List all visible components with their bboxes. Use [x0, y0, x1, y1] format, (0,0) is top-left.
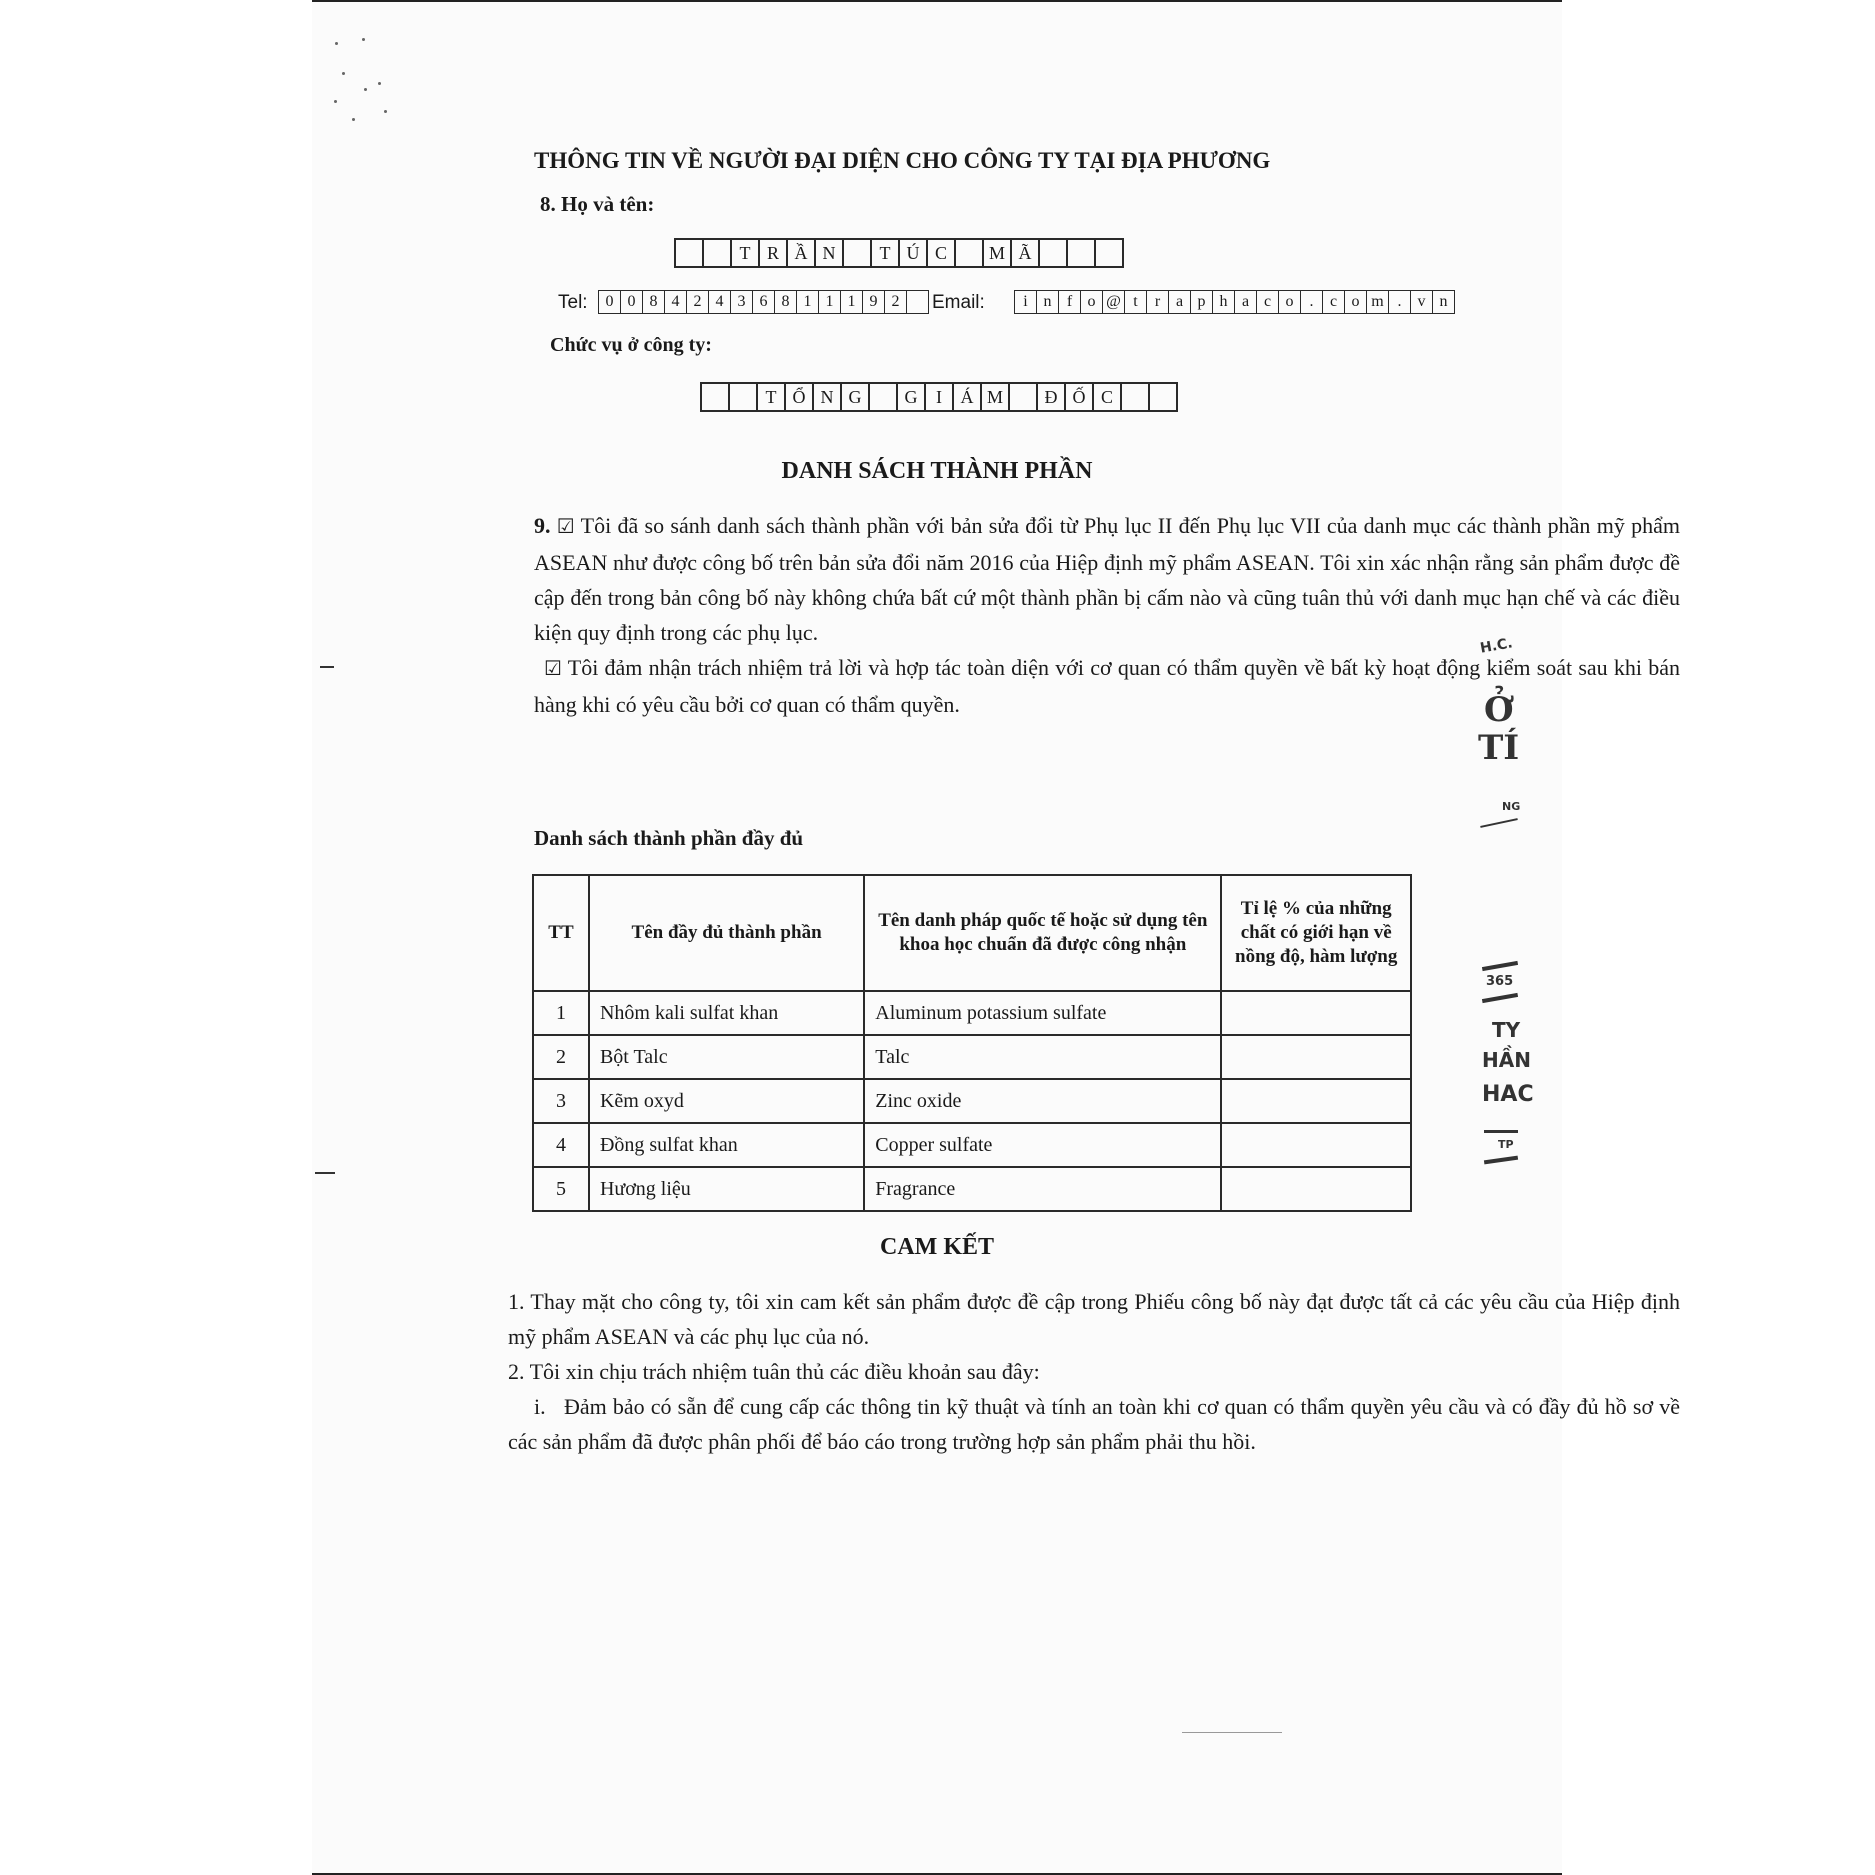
email-cell: f	[1059, 291, 1081, 313]
row-name: Đồng sulfat khan	[589, 1123, 864, 1167]
header-full-name: Tên đầy đủ thành phần	[589, 875, 864, 991]
name-cell: T	[732, 240, 760, 266]
row-ratio	[1221, 1123, 1411, 1167]
declaration-1	[534, 508, 1680, 650]
tel-cell: 8	[643, 291, 665, 313]
scan-speck	[334, 100, 337, 103]
name-cell: C	[928, 240, 956, 266]
email-cell: @	[1103, 291, 1125, 313]
item-2-i-marker: i.	[534, 1394, 546, 1419]
tel-cell: 6	[753, 291, 775, 313]
tel-cell: 1	[841, 291, 863, 313]
position-cell: N	[814, 384, 842, 410]
email-cell: p	[1191, 291, 1213, 313]
position-cell: Ổ	[786, 384, 814, 410]
email-cell: v	[1411, 291, 1433, 313]
name-cell: Ầ	[788, 240, 816, 266]
position-cell	[730, 384, 758, 410]
row-inci: Fragrance	[864, 1167, 1221, 1211]
email-cell: c	[1323, 291, 1345, 313]
position-cell: I	[926, 384, 954, 410]
tel-cell: 1	[797, 291, 819, 313]
item-number: 9.	[534, 513, 551, 538]
name-cell	[844, 240, 872, 266]
position-cell	[870, 384, 898, 410]
name-cell: M	[984, 240, 1012, 266]
scan-mark	[1182, 1732, 1282, 1733]
position-cell	[1010, 384, 1038, 410]
row-number: 4	[533, 1123, 589, 1167]
table-row	[533, 1123, 1411, 1167]
email-cell: .	[1389, 291, 1411, 313]
position-cell: G	[842, 384, 870, 410]
scan-speck	[362, 38, 365, 41]
tel-cell: 2	[687, 291, 709, 313]
tel-label: Tel:	[558, 292, 588, 313]
table-row	[533, 1035, 1411, 1079]
scan-speck	[384, 110, 387, 113]
email-cell: o	[1345, 291, 1367, 313]
commitment-item-2: 2. Tôi xin chịu trách nhiệm tuân thủ các điều khoản sau đây:	[508, 1359, 1040, 1384]
table-row	[533, 1167, 1411, 1211]
position-cell: T	[758, 384, 786, 410]
position-cell	[1122, 384, 1150, 410]
name-cell: Ú	[900, 240, 928, 266]
row-name: Hương liệu	[589, 1167, 864, 1211]
name-cell: R	[760, 240, 788, 266]
scan-speck	[352, 118, 355, 121]
email-cell: r	[1147, 291, 1169, 313]
email-cell: n	[1037, 291, 1059, 313]
name-cell: N	[816, 240, 844, 266]
full-list-title: Danh sách thành phần đầy đủ	[534, 826, 804, 850]
tel-field	[598, 290, 929, 314]
email-cell: m	[1367, 291, 1389, 313]
tel-cell: 8	[775, 291, 797, 313]
position-cell: M	[982, 384, 1010, 410]
position-cell: Đ	[1038, 384, 1066, 410]
position-field	[700, 382, 1178, 412]
row-ratio	[1221, 991, 1411, 1035]
scan-speck	[342, 72, 345, 75]
email-cell: a	[1169, 291, 1191, 313]
position-cell: G	[898, 384, 926, 410]
email-cell: t	[1125, 291, 1147, 313]
name-cell	[704, 240, 732, 266]
email-cell: a	[1235, 291, 1257, 313]
row-ratio	[1221, 1167, 1411, 1211]
position-cell: Ố	[1066, 384, 1094, 410]
row-ratio	[1221, 1079, 1411, 1123]
row-inci: Copper sulfate	[864, 1123, 1221, 1167]
email-cell: o	[1081, 291, 1103, 313]
document-page: THÔNG TIN VỀ NGƯỜI ĐẠI DIỆN CHO CÔNG TY TẠI ĐỊA PHƯƠNG 8. Họ và tên: T R Ầ N T Ú C M Ã Tel: 0 0 8 4 2 4 3 6 8 1 1 1 9 2 Email: i n f o @ t r a p h a c o . c o m . v n Chức vụ ở công ty: T Ổ N G G I Á M Đ Ố C DANH SÁCH THÀNH PHẦN 9. ☑ Tôi đã so sánh danh sách thành phần với bản sửa đổi từ Phụ lục II đến Phụ lục VII của danh mục các thành phần mỹ phẩm ASEAN như được công bố trên bản sửa đổi năm 2016 của Hiệp định mỹ phẩm ASEAN. Tôi xin xác nhận rằng sản phẩm được đề cập đến trong bản công bố này không chứa bất cứ một thành phần bị cấm nào và cũng tuân thủ với danh mục hạn chế và các điều kiện quy định trong các phụ lục. ☑ Tôi đảm nhận trách nhiệm trả lời và hợp tác toàn diện với cơ quan có thẩm quyền về bất kỳ hoạt động kiểm soát sau khi bán hàng khi có yêu cầu bởi cơ quan có thẩm quyền. Danh sách thành phần đầy đủ TT Tên đầy đủ thành phần Tên danh pháp quốc tế hoặc sử dụng tên khoa học chuẩn đã được công nhận Tỉ lệ % của những chất có giới hạn về nồng độ, hàm lượng 1 Nhôm kali sulfat khan Aluminum potassium sulfate 2 Bột Talc Talc 3 Kẽm oxyd Zinc oxide 4 Đồng sulfat khan Copper sulfate 5 Hương liệu Fragrance CAM KẾT 1. Thay mặt cho công ty, tôi xin cam kết sản phẩm được đề cập trong Phiếu công bố này đạt được tất cả các yêu cầu của Hiệp định mỹ phẩm ASEAN và các phụ lục của nó. 2. Tôi xin chịu trách nhiệm tuân thủ các điều khoản sau đây: i. Đảm bảo có sẵn để cung cấp các thông tin kỹ thuật và tính an toàn khi cơ quan có thẩm quyền yêu cầu và có đầy đủ hồ sơ về các sản phẩm đã được phân phối để báo cáo trong trường hợp sản phẩm phải thu hồi. H.C. Ở TÍ NG 365 TY HẦN HAC TP	[312, 0, 1562, 1875]
row-inci: Talc	[864, 1035, 1221, 1079]
table-header-row	[533, 875, 1411, 991]
scan-mark	[315, 1172, 335, 1174]
table-row	[533, 1079, 1411, 1123]
checkbox-checked-icon: ☑	[556, 516, 575, 538]
name-cell: Ã	[1012, 240, 1040, 266]
email-cell: n	[1433, 291, 1455, 313]
row-inci: Zinc oxide	[864, 1079, 1221, 1123]
commitment-item-2-i	[508, 1389, 1680, 1459]
email-cell: .	[1301, 291, 1323, 313]
tel-cell	[907, 291, 929, 313]
header-tt: TT	[533, 875, 589, 991]
row-ratio	[1221, 1035, 1411, 1079]
scan-speck	[378, 82, 381, 85]
tel-cell: 4	[665, 291, 687, 313]
commitment-title: CAM KẾT	[880, 1234, 994, 1260]
name-cell	[676, 240, 704, 266]
tel-cell: 4	[709, 291, 731, 313]
tel-cell: 0	[621, 291, 643, 313]
row-number: 1	[533, 991, 589, 1035]
email-label: Email:	[932, 292, 985, 313]
ingredients-table	[532, 874, 1412, 1212]
table-row	[533, 991, 1411, 1035]
commitment-block	[508, 1284, 1680, 1459]
header-ratio: Tỉ lệ % của những chất có giới hạn về nồng độ, hàm lượng	[1221, 875, 1411, 991]
tel-cell: 3	[731, 291, 753, 313]
position-cell: Á	[954, 384, 982, 410]
email-cell: c	[1257, 291, 1279, 313]
ingredients-title: DANH SÁCH THÀNH PHẦN	[781, 458, 1093, 484]
declaration-2-text: Tôi đảm nhận trách nhiệm trả lời và hợp tác toàn diện với cơ quan có thẩm quyền về bất kỳ hoạt động kiểm soát sau khi bán hàng khi có yêu cầu bởi cơ quan có thẩm quyền.	[534, 655, 1680, 717]
commitment-item-1: 1. Thay mặt cho công ty, tôi xin cam kết sản phẩm được đề cập trong Phiếu công bố này đạt được tất cả các yêu cầu của Hiệp định mỹ phẩm ASEAN và các phụ lục của nó.	[508, 1289, 1680, 1349]
email-cell: o	[1279, 291, 1301, 313]
tel-cell: 2	[885, 291, 907, 313]
scan-speck	[364, 88, 367, 91]
row-name: Bột Talc	[589, 1035, 864, 1079]
scan-speck	[335, 42, 338, 45]
row-number: 3	[533, 1079, 589, 1123]
scan-mark	[320, 666, 334, 668]
tel-cell: 1	[819, 291, 841, 313]
tel-cell: 9	[863, 291, 885, 313]
email-field	[1014, 290, 1455, 314]
name-cell	[1096, 240, 1124, 266]
name-cell	[1068, 240, 1096, 266]
name-cell	[1040, 240, 1068, 266]
declaration-1-text: Tôi đã so sánh danh sách thành phần với bản sửa đổi từ Phụ lục II đến Phụ lục VII của danh mục các thành phần mỹ phẩm ASEAN như được công bố trên bản sửa đổi năm 2016 của Hiệp định mỹ phẩm ASEAN. Tôi xin xác nhận rằng sản phẩm được đề cập đến trong bản công bố này không chứa bất cứ một thành phần bị cấm nào và cũng tuân thủ với danh mục hạn chế và các điều kiện quy định trong các phụ lục.	[534, 513, 1680, 645]
position-label: Chức vụ ở công ty:	[550, 334, 712, 356]
row-name: Kẽm oxyd	[589, 1079, 864, 1123]
position-cell	[702, 384, 730, 410]
checkbox-checked-icon: ☑	[544, 658, 562, 680]
name-cell	[956, 240, 984, 266]
email-cell: h	[1213, 291, 1235, 313]
row-inci: Aluminum potassium sulfate	[864, 991, 1221, 1035]
name-field	[674, 238, 1124, 268]
position-cell	[1150, 384, 1178, 410]
name-cell: T	[872, 240, 900, 266]
email-cell: i	[1015, 291, 1037, 313]
row-name: Nhôm kali sulfat khan	[589, 991, 864, 1035]
row-number: 2	[533, 1035, 589, 1079]
item-2-i-text: Đảm bảo có sẵn để cung cấp các thông tin kỹ thuật và tính an toàn khi cơ quan có thẩm quyền yêu cầu và có đầy đủ hồ sơ về các sản phẩm đã được phân phối để báo cáo trong trường hợp sản phẩm phải thu hồi.	[508, 1394, 1680, 1454]
name-label: 8. Họ và tên:	[540, 192, 655, 216]
header-inci-name: Tên danh pháp quốc tế hoặc sử dụng tên khoa học chuẩn đã được công nhận	[864, 875, 1221, 991]
representative-title: THÔNG TIN VỀ NGƯỜI ĐẠI DIỆN CHO CÔNG TY TẠI ĐỊA PHƯƠNG	[534, 148, 1271, 173]
row-number: 5	[533, 1167, 589, 1211]
position-cell: C	[1094, 384, 1122, 410]
tel-cell: 0	[599, 291, 621, 313]
